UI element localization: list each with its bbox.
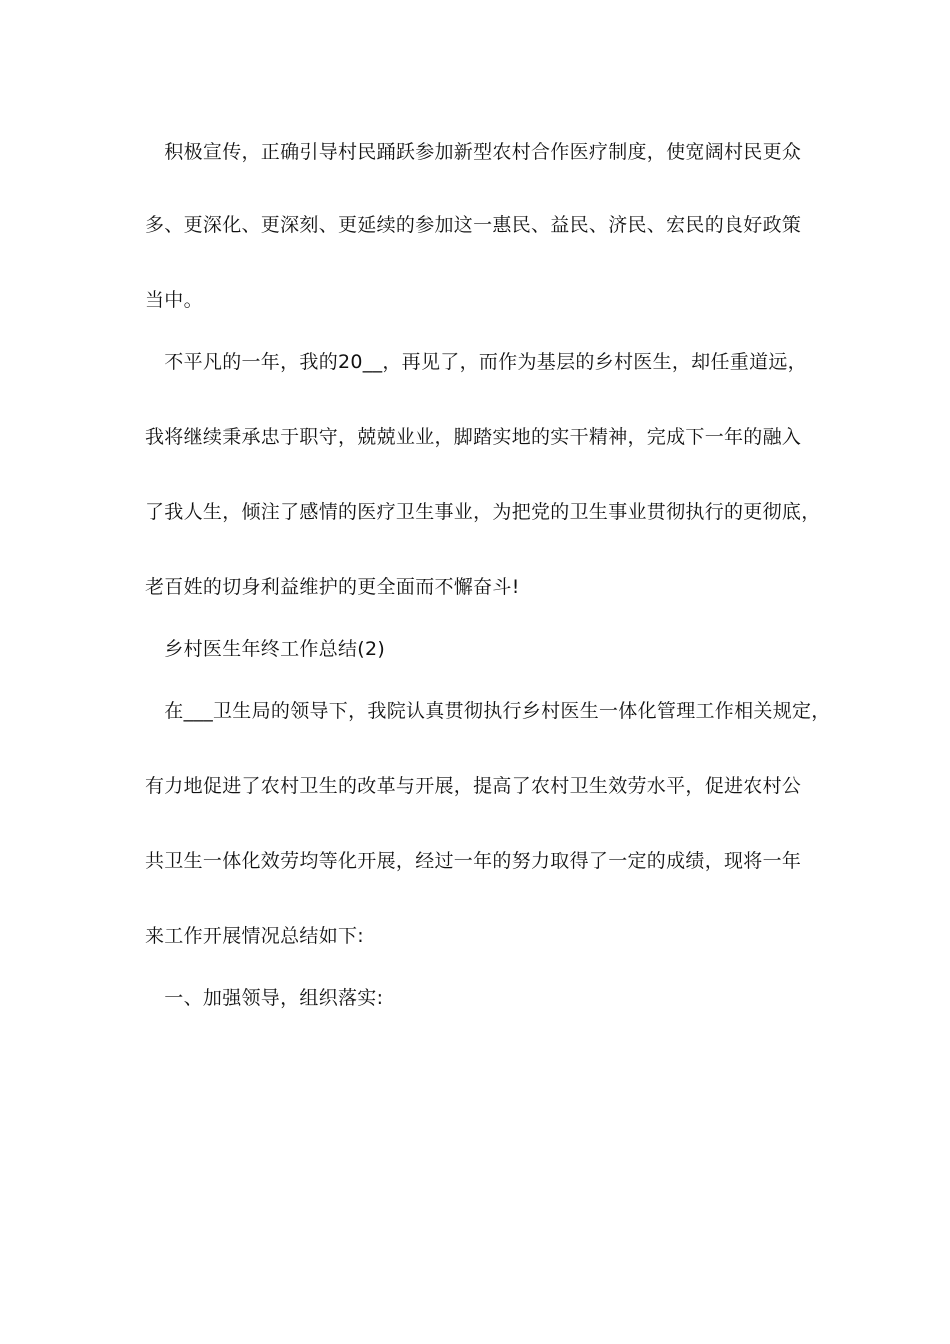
section-heading: 乡村医生年终工作总结(2): [145, 638, 386, 660]
paragraph-line: 来工作开展情况总结如下:: [145, 925, 365, 947]
paragraph-line: 老百姓的切身利益维护的更全面而不懈奋斗!: [145, 576, 520, 598]
paragraph-line: 在___卫生局的领导下，我院认真贯彻执行乡村医生一体化管理工作相关规定，: [145, 700, 831, 722]
paragraph-line: 多、更深化、更深刻、更延续的参加这一惠民、益民、济民、宏民的良好政策: [145, 214, 802, 236]
paragraph-line: 有力地促进了农村卫生的改革与开展，提高了农村卫生效劳水平，促进农村公: [145, 775, 802, 797]
paragraph-line: 我将继续秉承忠于职守，兢兢业业，脚踏实地的实干精神，完成下一年的融入: [145, 426, 802, 448]
paragraph-line: 积极宣传，正确引导村民踊跃参加新型农村合作医疗制度，使宽阔村民更众: [145, 141, 802, 163]
paragraph-line: 不平凡的一年，我的20__，再见了，而作为基层的乡村医生，却任重道远，: [145, 351, 807, 373]
paragraph-line: 当中。: [145, 289, 203, 311]
paragraph-line: 共卫生一体化效劳均等化开展，经过一年的努力取得了一定的成绩，现将一年: [145, 850, 802, 872]
paragraph-line: 了我人生，倾注了感情的医疗卫生事业，为把党的卫生事业贯彻执行的更彻底，: [145, 501, 821, 523]
subsection-heading: 一、加强领导，组织落实:: [145, 987, 384, 1009]
